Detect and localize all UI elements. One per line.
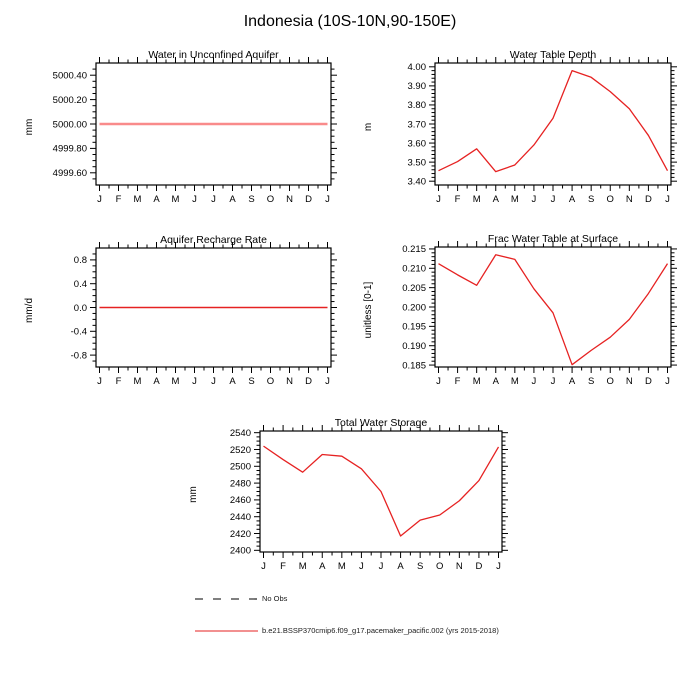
- chart-frac-water-table-surface: [363, 233, 677, 387]
- x-tick-label: S: [248, 194, 255, 205]
- y-tick-label: 5000.40: [52, 70, 87, 82]
- data-line: [264, 446, 499, 536]
- y-tick-label: 2500: [229, 461, 251, 473]
- x-tick-label: J: [325, 194, 330, 205]
- x-tick-label: O: [606, 376, 614, 387]
- y-tick-label: 5000.20: [52, 94, 87, 106]
- legend-item-no-obs: [195, 594, 287, 604]
- x-tick-label: A: [229, 194, 236, 205]
- x-tick-label: N: [286, 376, 293, 387]
- x-tick-label: J: [436, 376, 441, 387]
- page-title: Indonesia (10S-10N,90-150E): [243, 13, 457, 30]
- chart-title: Water in Unconfined Aquifer: [148, 49, 279, 61]
- y-tick-label: 4999.80: [52, 143, 87, 155]
- x-tick-label: O: [436, 561, 444, 572]
- y-tick-label: 0.195: [402, 321, 426, 333]
- x-tick-label: J: [261, 561, 266, 572]
- x-tick-label: J: [192, 376, 197, 387]
- legend-item-model-run: [195, 626, 499, 636]
- x-tick-label: N: [286, 194, 293, 205]
- chart-water-table-depth: [363, 49, 677, 205]
- x-tick-label: J: [496, 561, 501, 572]
- y-tick-label: 2420: [229, 528, 251, 540]
- y-axis-label: mm/d: [24, 298, 35, 323]
- y-tick-label: 2440: [229, 512, 251, 524]
- x-tick-label: N: [625, 194, 633, 205]
- x-tick-label: J: [192, 194, 197, 205]
- x-tick-label: M: [171, 194, 180, 205]
- x-tick-label: M: [337, 561, 346, 572]
- x-tick-label: J: [97, 194, 102, 205]
- legend-label-no-obs: No Obs: [262, 594, 288, 603]
- x-tick-label: M: [472, 194, 481, 205]
- x-tick-label: J: [359, 561, 364, 572]
- x-tick-label: A: [492, 376, 499, 387]
- x-tick-label: F: [115, 376, 122, 387]
- y-tick-label: 3.90: [407, 81, 426, 93]
- x-tick-label: D: [305, 194, 312, 205]
- y-tick-label: 3.70: [407, 119, 426, 131]
- x-tick-label: S: [248, 376, 255, 387]
- y-axis-label: m: [363, 122, 374, 132]
- legend-label-model-run: b.e21.BSSP370cmip6.f09_g17.pacemaker_pacific.002 (yrs 2015-2018): [262, 626, 499, 635]
- x-tick-label: M: [298, 561, 307, 572]
- x-tick-label: M: [510, 194, 519, 205]
- model-run-solid-line-icon: [195, 626, 258, 636]
- x-tick-label: J: [531, 376, 537, 387]
- y-tick-label: 0.200: [402, 302, 426, 314]
- x-tick-label: A: [568, 194, 576, 205]
- y-tick-label: -0.4: [70, 326, 87, 338]
- x-tick-label: F: [280, 561, 286, 572]
- ticks: [429, 241, 677, 373]
- y-tick-label: 3.40: [407, 176, 426, 188]
- y-tick-label: 0.190: [402, 341, 426, 353]
- y-tick-label: 2460: [229, 495, 251, 507]
- y-tick-label: 0.215: [402, 244, 426, 256]
- chart-aquifer-recharge-rate: [24, 234, 337, 387]
- x-tick-label: A: [153, 376, 160, 387]
- y-tick-label: 2520: [229, 444, 251, 456]
- x-tick-label: D: [644, 194, 652, 205]
- x-tick-label: M: [133, 194, 142, 205]
- chart-total-water-storage: [188, 417, 508, 572]
- y-tick-label: 2480: [229, 478, 251, 490]
- x-tick-label: J: [97, 376, 102, 387]
- plot-frame: [435, 63, 671, 185]
- x-tick-label: D: [644, 376, 652, 387]
- y-tick-label: 3.60: [407, 138, 426, 150]
- y-tick-label: 3.50: [407, 157, 426, 169]
- x-tick-label: A: [397, 561, 404, 572]
- x-tick-label: J: [325, 376, 330, 387]
- x-tick-label: J: [436, 194, 441, 205]
- y-tick-label: -0.8: [70, 350, 87, 362]
- x-tick-label: N: [625, 376, 633, 387]
- x-tick-label: O: [266, 376, 275, 387]
- y-tick-label: 3.80: [407, 100, 426, 112]
- chart-title: Total Water Storage: [334, 417, 428, 429]
- x-tick-label: A: [229, 376, 236, 387]
- x-tick-label: S: [587, 194, 595, 205]
- plot-frame: [435, 247, 671, 367]
- chart-title: Frac Water Table at Surface: [487, 233, 619, 245]
- y-tick-label: 0.4: [73, 279, 87, 290]
- y-tick-label: 0.8: [73, 255, 87, 267]
- y-tick-label: 4.00: [407, 62, 426, 74]
- x-tick-label: D: [475, 561, 483, 572]
- y-tick-label: 4999.60: [52, 168, 87, 180]
- x-tick-label: M: [472, 376, 481, 387]
- x-tick-label: J: [531, 194, 537, 205]
- y-tick-label: 2540: [229, 427, 251, 439]
- x-tick-label: A: [319, 561, 326, 572]
- x-tick-label: M: [133, 376, 142, 387]
- x-tick-label: A: [492, 194, 499, 205]
- data-line: [439, 255, 668, 365]
- x-tick-label: M: [510, 376, 519, 387]
- y-tick-label: 5000.00: [52, 119, 87, 131]
- x-tick-label: A: [568, 376, 576, 387]
- chart-title: Aquifer Recharge Rate: [160, 234, 267, 246]
- x-tick-label: F: [115, 194, 122, 205]
- y-tick-label: 0.205: [402, 282, 426, 294]
- x-tick-label: F: [454, 376, 461, 387]
- y-tick-label: 2400: [229, 545, 251, 557]
- x-tick-label: S: [587, 376, 595, 387]
- x-tick-label: J: [211, 194, 216, 205]
- x-tick-label: J: [665, 376, 670, 387]
- x-tick-label: S: [416, 561, 424, 572]
- no-obs-dashed-line-icon: [195, 594, 258, 604]
- x-tick-label: O: [606, 194, 614, 205]
- x-tick-label: D: [305, 376, 312, 387]
- x-tick-label: J: [550, 376, 556, 387]
- x-tick-label: F: [454, 194, 461, 205]
- y-axis-label: unitless [0-1]: [363, 281, 374, 339]
- chart-water-unconfined-aquifer: [24, 49, 337, 205]
- x-tick-label: J: [378, 561, 384, 572]
- x-tick-label: A: [153, 194, 160, 205]
- x-tick-label: J: [550, 194, 556, 205]
- chart-title: Water Table Depth: [509, 49, 597, 61]
- x-tick-label: O: [266, 194, 275, 205]
- x-tick-label: J: [665, 194, 670, 205]
- y-axis-label: mm: [188, 486, 199, 503]
- x-tick-label: N: [455, 561, 463, 572]
- y-tick-label: 0.210: [402, 263, 426, 275]
- y-axis-label: mm: [24, 118, 35, 136]
- data-line: [439, 71, 668, 172]
- y-tick-label: 0.185: [402, 360, 426, 372]
- x-tick-label: M: [171, 376, 180, 387]
- y-tick-label: 0.0: [73, 302, 87, 314]
- x-tick-label: J: [211, 376, 216, 387]
